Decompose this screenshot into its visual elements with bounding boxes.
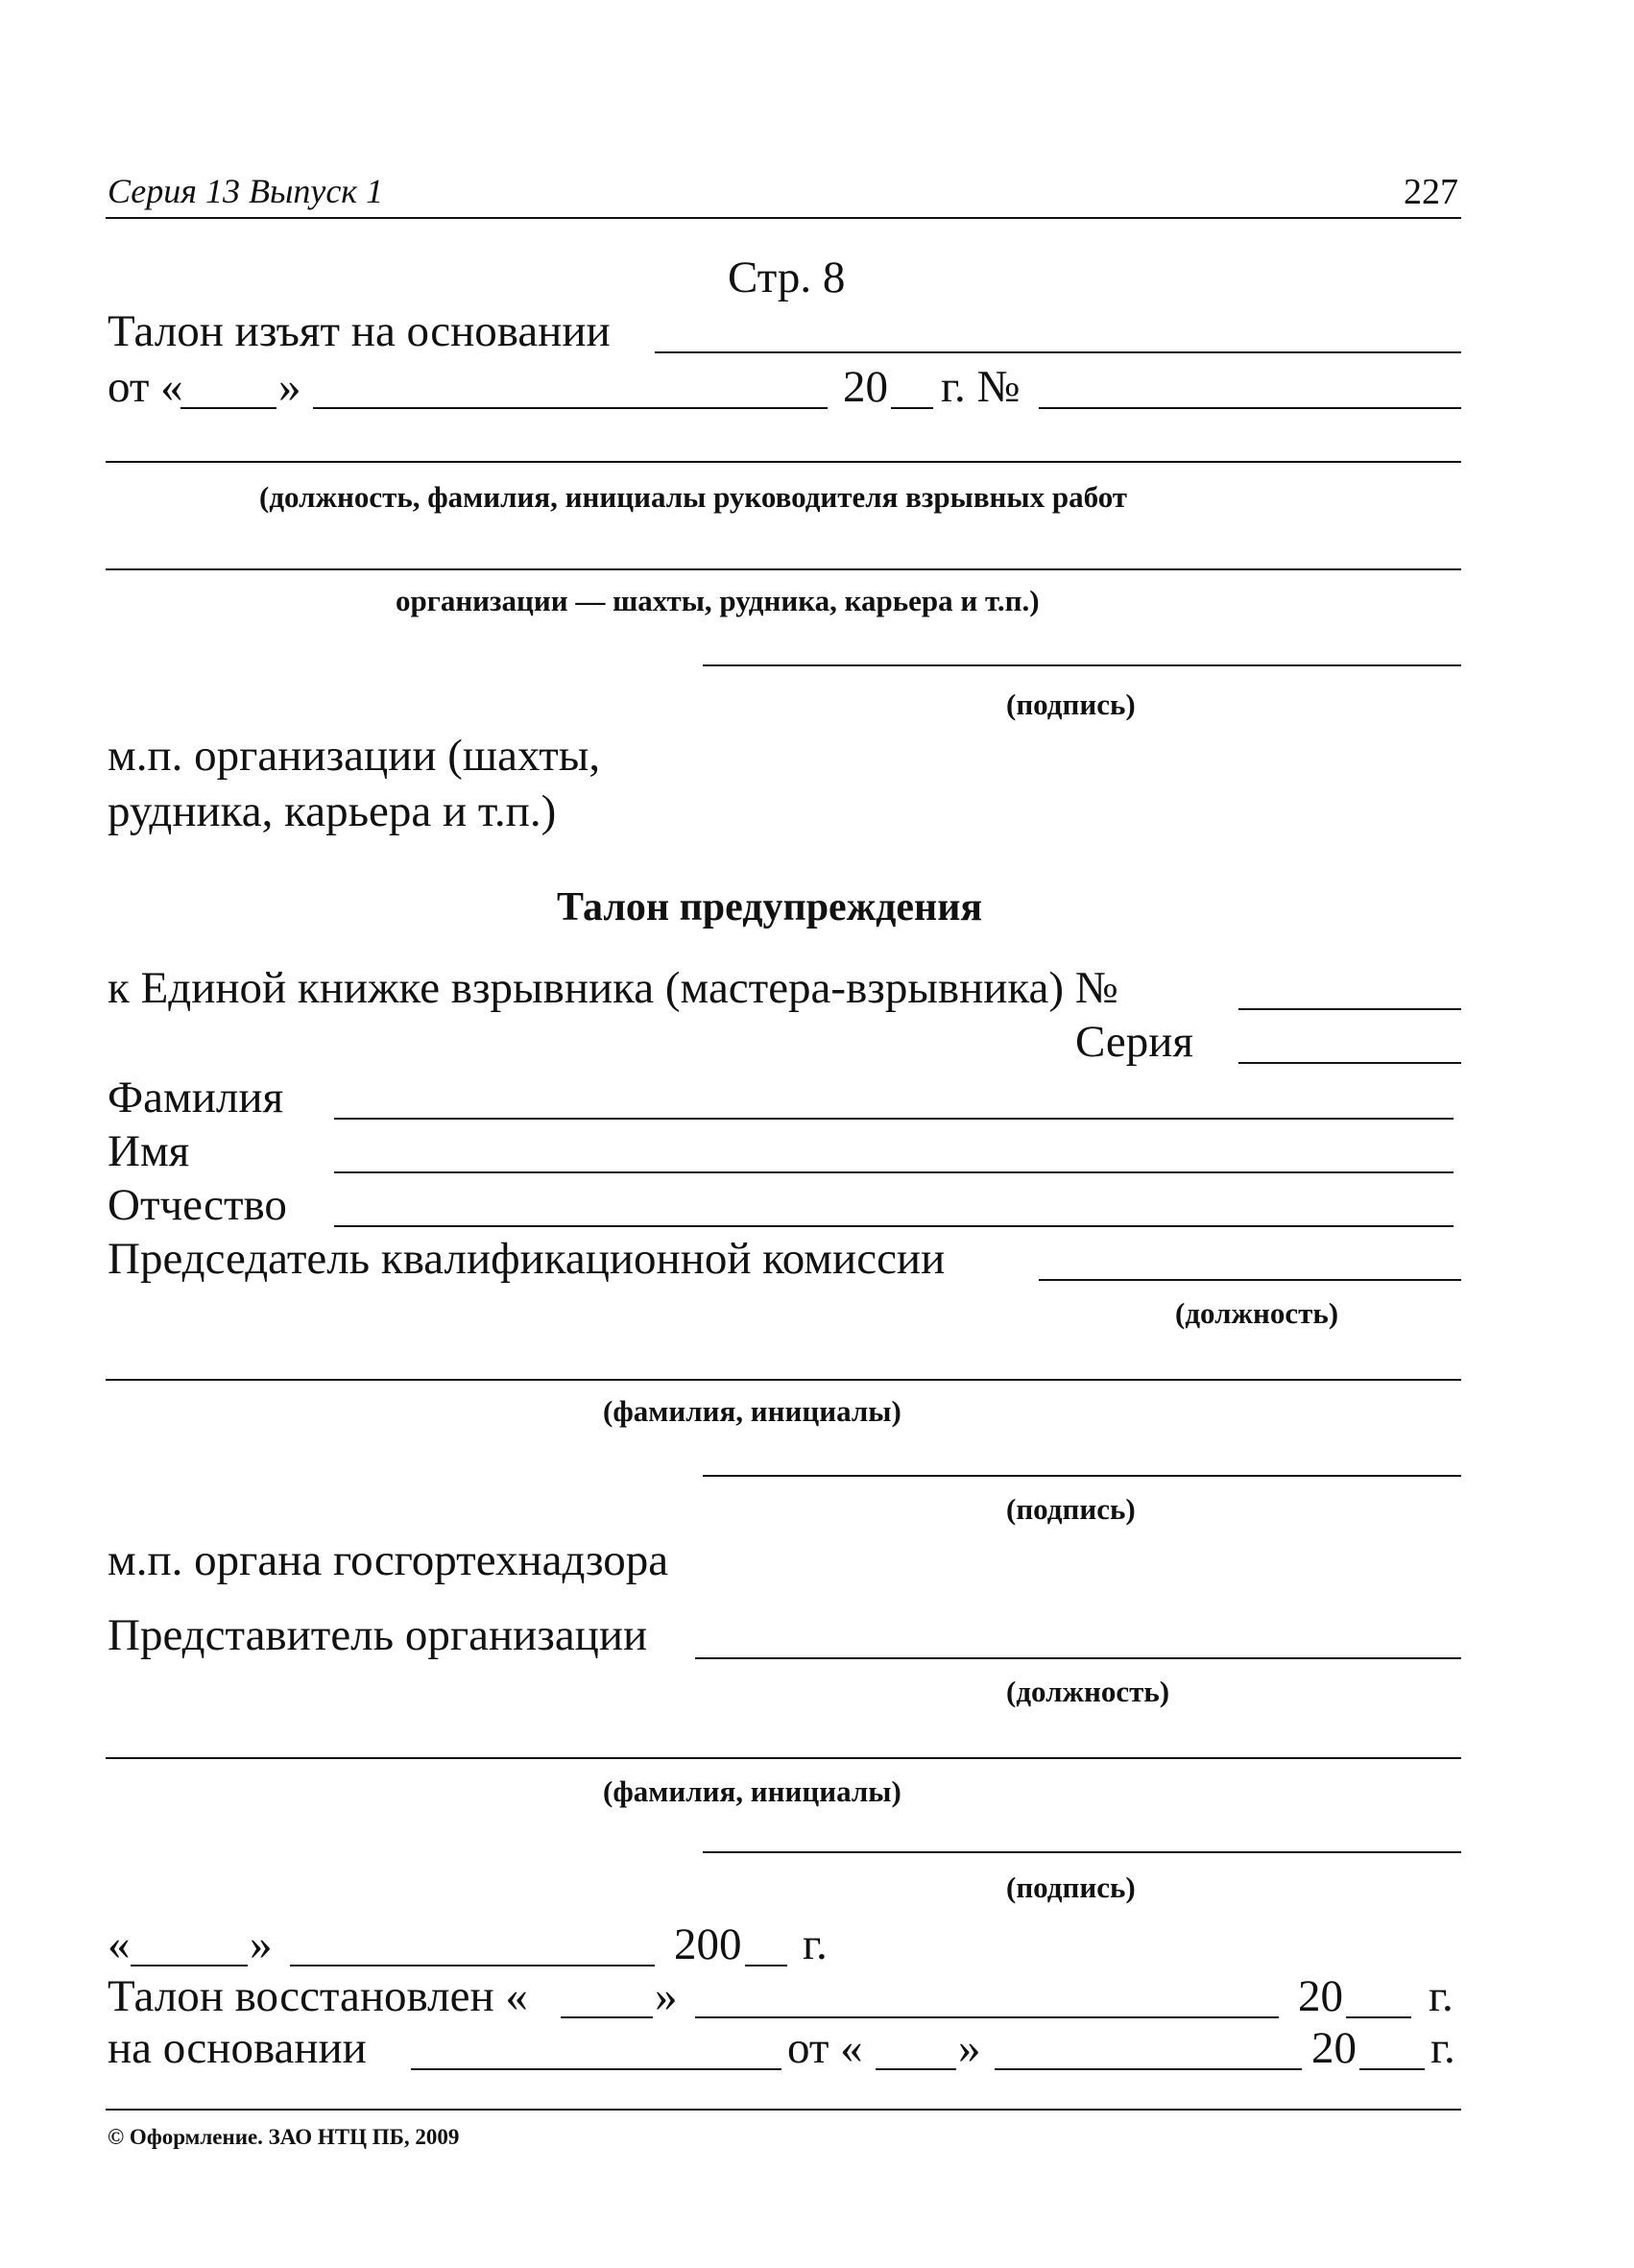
warning-signature-caption: (подпись) xyxy=(1006,1492,1136,1526)
warning-name-field[interactable] xyxy=(334,1171,1454,1173)
withdrawn-basis-field[interactable] xyxy=(655,351,1461,353)
warning-restored-year-field[interactable] xyxy=(1346,2016,1411,2018)
warning-date-year: 200 xyxy=(674,1919,742,1969)
warning-date-open: « xyxy=(108,1919,131,1969)
warning-chairman-field[interactable] xyxy=(1039,1279,1461,1281)
warning-series-label: Серия xyxy=(1075,1017,1194,1067)
warning-signature-caption-2: (подпись) xyxy=(1006,1870,1136,1904)
withdrawn-number-label: г. № xyxy=(941,362,1021,412)
withdrawn-month-field[interactable] xyxy=(313,407,828,409)
warning-surname-field[interactable] xyxy=(334,1118,1454,1120)
warning-representative-name-field[interactable] xyxy=(106,1757,1461,1759)
withdrawn-stamp-line-2: рудника, карьера и т.п.) xyxy=(108,786,557,836)
withdrawn-year-field[interactable] xyxy=(891,407,933,409)
warning-patronymic-label: Отчество xyxy=(108,1180,287,1230)
warning-date-close: » xyxy=(250,1919,273,1969)
warning-chairman-name-field[interactable] xyxy=(106,1379,1461,1381)
warning-basis-month-field[interactable] xyxy=(995,2068,1302,2070)
withdrawn-signature-caption: (подпись) xyxy=(1006,688,1136,721)
warning-patronymic-field[interactable] xyxy=(334,1225,1454,1227)
header-rule xyxy=(106,217,1461,219)
warning-from-open: от « xyxy=(787,2023,863,2073)
withdrawn-basis-label: Талон изъят на основании xyxy=(108,306,611,356)
warning-name-caption: (фамилия, инициалы) xyxy=(603,1394,901,1428)
warning-restored-month-field[interactable] xyxy=(695,2016,1279,2018)
withdrawn-day-field[interactable] xyxy=(180,407,276,409)
warning-representative-label: Представитель организации xyxy=(108,1610,648,1660)
warning-stamp-label: м.п. органа госгортехнадзора xyxy=(108,1535,669,1585)
warning-position-caption-2: (должность) xyxy=(1006,1675,1170,1708)
header-page-number: 227 xyxy=(1404,172,1458,212)
warning-signature-field[interactable] xyxy=(703,1475,1461,1477)
warning-basis-year-field[interactable] xyxy=(1359,2068,1425,2070)
withdrawn-stamp-line-1: м.п. организации (шахты, xyxy=(108,731,601,781)
header-series-issue: Серия 13 Выпуск 1 xyxy=(108,172,384,210)
footer-copyright: © Оформление. ЗАО НТЦ ПБ, 2009 xyxy=(108,2125,460,2149)
warning-basis-field[interactable] xyxy=(411,2068,781,2070)
withdrawn-caption-1: (должность, фамилия, инициалы руководителя взрывных работ xyxy=(259,480,1128,514)
warning-restored-close: » xyxy=(655,1971,678,2021)
withdrawn-number-field[interactable] xyxy=(1039,407,1461,409)
warning-basis-year: 20 xyxy=(1311,2023,1357,2073)
withdrawn-from-open: от « xyxy=(108,362,183,412)
warning-position-caption: (должность) xyxy=(1175,1296,1339,1330)
warning-representative-field[interactable] xyxy=(695,1657,1461,1659)
warning-date-year-suffix: г. xyxy=(803,1919,828,1969)
warning-restored-year-suffix: г. xyxy=(1429,1971,1454,2021)
footer-rule xyxy=(106,2109,1461,2111)
page-label: Стр. 8 xyxy=(728,253,846,302)
warning-chairman-label: Председатель квалификационной комиссии xyxy=(108,1234,946,1284)
warning-date-day-field[interactable] xyxy=(131,1965,248,1966)
warning-title: Талон предупреждения xyxy=(557,885,983,929)
withdrawn-official-field-1[interactable] xyxy=(106,461,1461,463)
warning-book-label: к Единой книжке взрывника (мастера-взрывника) № xyxy=(108,963,1118,1013)
warning-name-caption-2: (фамилия, инициалы) xyxy=(603,1774,901,1808)
warning-restored-label: Талон восстановлен « xyxy=(108,1971,528,2021)
warning-series-field[interactable] xyxy=(1238,1062,1461,1064)
warning-restored-day-field[interactable] xyxy=(561,2016,653,2018)
warning-surname-label: Фамилия xyxy=(108,1073,284,1122)
withdrawn-caption-2: организации — шахты, рудника, карьера и т.п.) xyxy=(396,584,1040,617)
warning-book-number-field[interactable] xyxy=(1238,1008,1461,1010)
warning-date-year-field[interactable] xyxy=(745,1965,787,1966)
warning-basis-day-field[interactable] xyxy=(876,2068,956,2070)
withdrawn-from-close: » xyxy=(278,362,301,412)
withdrawn-year-prefix: 20 xyxy=(843,362,888,412)
warning-date-month-field[interactable] xyxy=(290,1965,655,1966)
warning-from-close: » xyxy=(958,2023,981,2073)
warning-restored-year: 20 xyxy=(1298,1971,1343,2021)
warning-basis-label: на основании xyxy=(108,2023,367,2073)
warning-basis-year-suffix: г. xyxy=(1430,2023,1455,2073)
warning-name-label: Имя xyxy=(108,1126,190,1176)
withdrawn-official-field-2[interactable] xyxy=(106,568,1461,570)
withdrawn-signature-field[interactable] xyxy=(703,664,1461,666)
warning-representative-signature-field[interactable] xyxy=(703,1851,1461,1853)
